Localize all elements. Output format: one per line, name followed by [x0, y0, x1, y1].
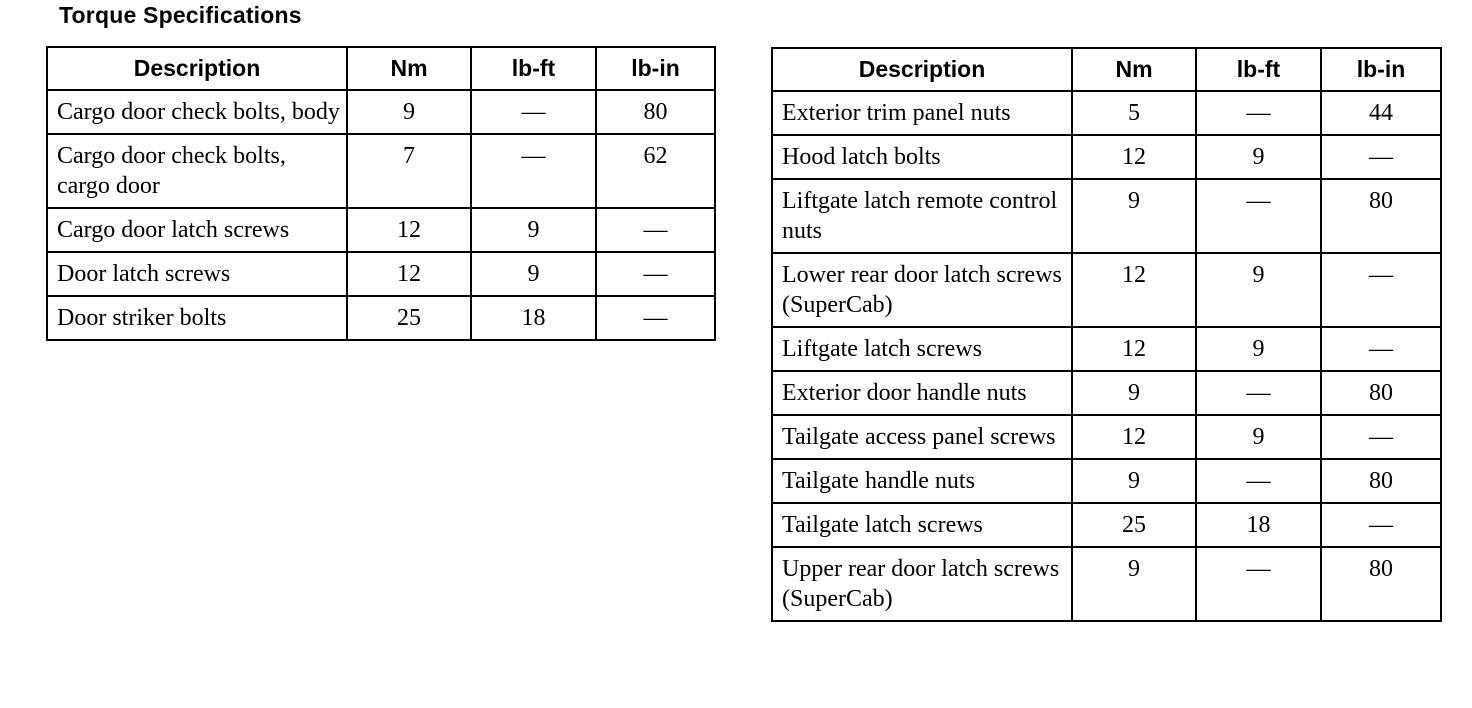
row-lbft-value: 9: [471, 208, 596, 252]
row-lbft-value: 9: [1196, 135, 1321, 179]
row-lbin-value: 80: [596, 90, 715, 134]
table-row: [772, 371, 1441, 415]
table-row: [47, 134, 715, 208]
table-row: [772, 459, 1441, 503]
row-lbin-value: 80: [1321, 459, 1441, 503]
row-lbin-value: —: [1321, 135, 1441, 179]
row-lbft-value: 9: [1196, 415, 1321, 459]
row-nm-value: 7: [347, 134, 471, 208]
row-lbft-value: —: [1196, 91, 1321, 135]
nm-header: Nm: [1072, 48, 1196, 91]
row-description: Cargo door check bolts, body: [47, 90, 347, 134]
row-nm-value: 25: [1072, 503, 1196, 547]
row-description: Tailgate latch screws: [772, 503, 1072, 547]
row-description: Door latch screws: [47, 252, 347, 296]
row-nm-value: 9: [1072, 547, 1196, 621]
row-nm-value: 25: [347, 296, 471, 340]
row-lbin-value: —: [1321, 415, 1441, 459]
table-row: [772, 327, 1441, 371]
row-nm-value: 9: [1072, 459, 1196, 503]
row-lbin-value: —: [1321, 327, 1441, 371]
torque-table-left: [46, 46, 716, 341]
header-row: [772, 48, 1441, 91]
row-description: Exterior trim panel nuts: [772, 91, 1072, 135]
row-lbin-value: —: [596, 252, 715, 296]
row-lbin-value: 80: [1321, 547, 1441, 621]
table-row: [772, 253, 1441, 327]
page-title: Torque Specifications: [59, 2, 302, 28]
lbin-header: lb-in: [1321, 48, 1441, 91]
row-nm-value: 12: [347, 208, 471, 252]
row-lbin-value: 80: [1321, 371, 1441, 415]
lbft-header: lb-ft: [471, 47, 596, 90]
row-lbft-value: —: [1196, 459, 1321, 503]
row-lbin-value: —: [1321, 503, 1441, 547]
row-lbft-value: —: [1196, 371, 1321, 415]
nm-header: Nm: [347, 47, 471, 90]
torque-table-right: [771, 47, 1442, 622]
row-lbin-value: —: [596, 296, 715, 340]
row-description: Liftgate latch screws: [772, 327, 1072, 371]
table-row: [772, 415, 1441, 459]
row-description: Cargo door latch screws: [47, 208, 347, 252]
row-lbft-value: 9: [1196, 253, 1321, 327]
row-lbft-value: 9: [471, 252, 596, 296]
description-header: Description: [47, 47, 347, 90]
row-nm-value: 9: [1072, 371, 1196, 415]
table-row: [772, 135, 1441, 179]
row-description: Exterior door handle nuts: [772, 371, 1072, 415]
table-row: [772, 547, 1441, 621]
table-row: [772, 503, 1441, 547]
row-nm-value: 12: [347, 252, 471, 296]
row-nm-value: 12: [1072, 415, 1196, 459]
row-lbin-value: —: [1321, 253, 1441, 327]
description-header: Description: [772, 48, 1072, 91]
row-description: Door striker bolts: [47, 296, 347, 340]
table-row: [772, 91, 1441, 135]
lbin-header: lb-in: [596, 47, 715, 90]
header-row: [47, 47, 715, 90]
row-description: Tailgate handle nuts: [772, 459, 1072, 503]
row-nm-value: 5: [1072, 91, 1196, 135]
row-description: Cargo door check bolts, cargo door: [47, 134, 347, 208]
row-nm-value: 12: [1072, 253, 1196, 327]
row-nm-value: 12: [1072, 135, 1196, 179]
row-lbft-value: 18: [471, 296, 596, 340]
row-lbft-value: 9: [1196, 327, 1321, 371]
row-nm-value: 9: [347, 90, 471, 134]
row-description: Hood latch bolts: [772, 135, 1072, 179]
table-row: [772, 179, 1441, 253]
table-row: [47, 90, 715, 134]
row-nm-value: 9: [1072, 179, 1196, 253]
table-row: [47, 208, 715, 252]
row-description: Liftgate latch remote control nuts: [772, 179, 1072, 253]
table-row: [47, 296, 715, 340]
row-lbft-value: 18: [1196, 503, 1321, 547]
row-lbft-value: —: [1196, 179, 1321, 253]
row-lbft-value: —: [471, 90, 596, 134]
row-lbin-value: 62: [596, 134, 715, 208]
row-lbin-value: 44: [1321, 91, 1441, 135]
row-description: Tailgate access panel screws: [772, 415, 1072, 459]
row-lbin-value: —: [596, 208, 715, 252]
row-lbft-value: —: [471, 134, 596, 208]
table-row: [47, 252, 715, 296]
row-lbft-value: —: [1196, 547, 1321, 621]
lbft-header: lb-ft: [1196, 48, 1321, 91]
row-description: Lower rear door latch screws (SuperCab): [772, 253, 1072, 327]
row-description: Upper rear door latch screws (SuperCab): [772, 547, 1072, 621]
row-lbin-value: 80: [1321, 179, 1441, 253]
row-nm-value: 12: [1072, 327, 1196, 371]
